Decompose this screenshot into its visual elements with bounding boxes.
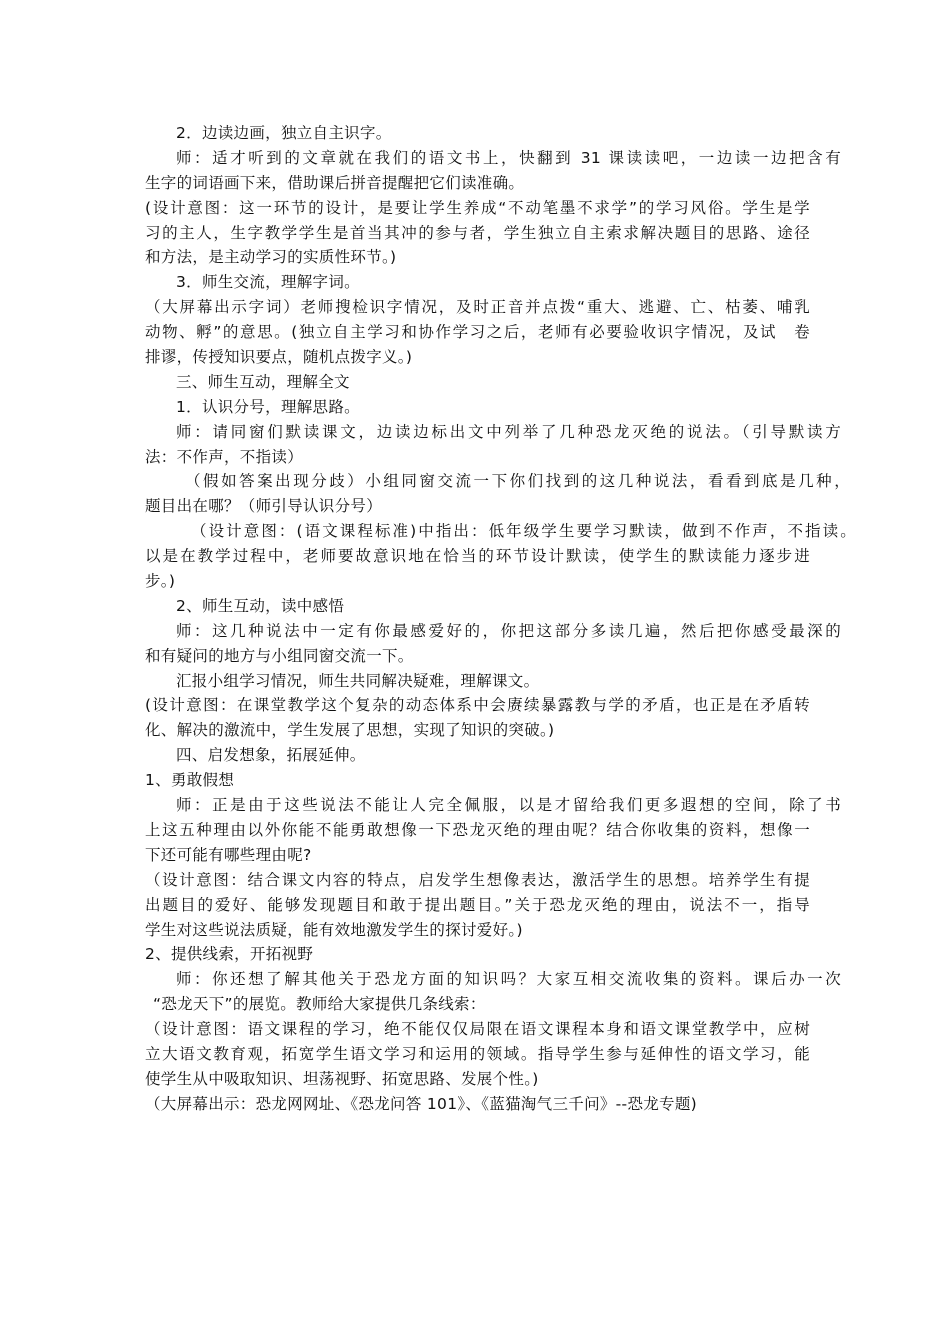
text-line: 习的主人，生字教学学生是首当其冲的参与者，学生独立自主索求解决题目的思路、途径: [145, 223, 810, 242]
text-line: 步。): [145, 572, 176, 591]
text-line: （假如答案出现分歧）小组同窗交流一下你们找到的这几种说法，看看到底是几种，: [185, 472, 850, 491]
text-line: 法：不作声，不指读）: [145, 447, 304, 466]
text-line: (设计意图：在课堂教学这个复杂的动态体系中会赓续暴露教与学的矛盾，也正是在矛盾转: [145, 696, 810, 715]
body-text: [145, 121, 856, 1117]
text-line: 2、师生互动，读中感悟: [176, 596, 345, 615]
text-line: 师：你还想了解其他关于恐龙方面的知识吗？大家互相交流收集的资料。课后办一次: [176, 970, 841, 989]
text-line: 排谬，传授知识要点，随机点拨字义。): [145, 348, 413, 367]
text-line: 题目出在哪？（师引导认识分号）: [145, 497, 383, 516]
text-line: 汇报小组学习情况，师生共同解决疑难，理解课文。: [176, 671, 540, 690]
text-line: (设计意图：这一环节的设计，是要让学生养成“不动笔墨不求学”的学习风俗。学生是学: [145, 198, 810, 217]
text-line: （设计意图：(语文课程标准)中指出：低年级学生要学习默读，做到不作声，不指读。: [191, 522, 856, 541]
text-line: 师：正是由于这些说法不能让人完全佩服，以是才留给我们更多遐想的空间，除了书: [176, 796, 841, 815]
text-line: 3．师生交流，理解字词。: [176, 273, 360, 292]
text-line: （设计意图：语文课程的学习，绝不能仅仅局限在语文课程本身和语文课堂教学中，应树: [145, 1020, 810, 1039]
text-line: （大屏幕出示字词）老师搜检识字情况，及时正音并点拨“重大、逃避、亡、枯萎、哺乳: [145, 298, 810, 317]
text-line: 立大语文教育观，拓宽学生语文学习和运用的领域。指导学生参与延伸性的语文学习，能: [145, 1044, 810, 1063]
text-line: 师：这几种说法中一定有你最感爱好的，你把这部分多读几遍，然后把你感受最深的: [176, 621, 841, 640]
text-line: 1．认识分号，理解思路。: [176, 397, 360, 416]
text-line: 2．边读边画，独立自主识字。: [176, 124, 392, 142]
text-line: 师：适才听到的文章就在我们的语文书上，快翻到 31 课读读吧，一边读一边把含有: [176, 148, 841, 167]
text-line: （设计意图：结合课文内容的特点，启发学生想像表达，激活学生的思想。培养学生有提: [145, 870, 810, 889]
text-line: 化、解决的激流中，学生发展了思想，实现了知识的突破。): [145, 721, 555, 740]
text-line: 2、提供线索，开拓视野: [145, 945, 314, 964]
text-line: 使学生从中吸取知识、坦荡视野、拓宽思路、发展个性。): [145, 1069, 539, 1088]
text-line: 师：请同窗们默读课文，边读边标出文中列举了几种恐龙灭绝的说法。（引导默读方: [176, 422, 841, 441]
text-line: 以是在教学过程中，老师要故意识地在恰当的环节设计默读，使学生的默读能力逐步进: [145, 547, 810, 566]
text-line: 四、启发想象，拓展延伸。: [176, 746, 366, 765]
text-line: （大屏幕出示：恐龙网网址、《恐龙问答 101》、《蓝猫淘气三千问》--恐龙专题): [145, 1094, 697, 1113]
text-line: 上这五种理由以外你能不能勇敢想像一下恐龙灭绝的理由呢？结合你收集的资料，想像一: [145, 820, 810, 839]
text-line: 1、勇敢假想: [145, 771, 235, 790]
text-line: 生字的词语画下来，借助课后拼音提醒把它们读准确。: [145, 173, 525, 192]
text-line: 三、师生互动，理解全文: [176, 372, 350, 391]
text-line: “恐龙天下”的展览。教师给大家提供几条线索：: [153, 995, 486, 1014]
text-line: 学生对这些说法质疑，能有效地激发学生的探讨爱好。): [145, 920, 523, 939]
text-line: 和有疑问的地方与小组同窗交流一下。: [145, 646, 414, 665]
text-line: 和方法，是主动学习的实质性环节。): [145, 248, 397, 267]
text-line: 下还可能有哪些理由呢?: [145, 845, 312, 864]
text-line: 出题目的爱好、能够发现题目和敢于提出题目。”关于恐龙灭绝的理由，说法不一，指导: [145, 895, 810, 914]
text-line: 动物、孵”的意思。(独立自主学习和协作学习之后，老师有必要验收识字情况，及试 卷: [145, 323, 810, 342]
